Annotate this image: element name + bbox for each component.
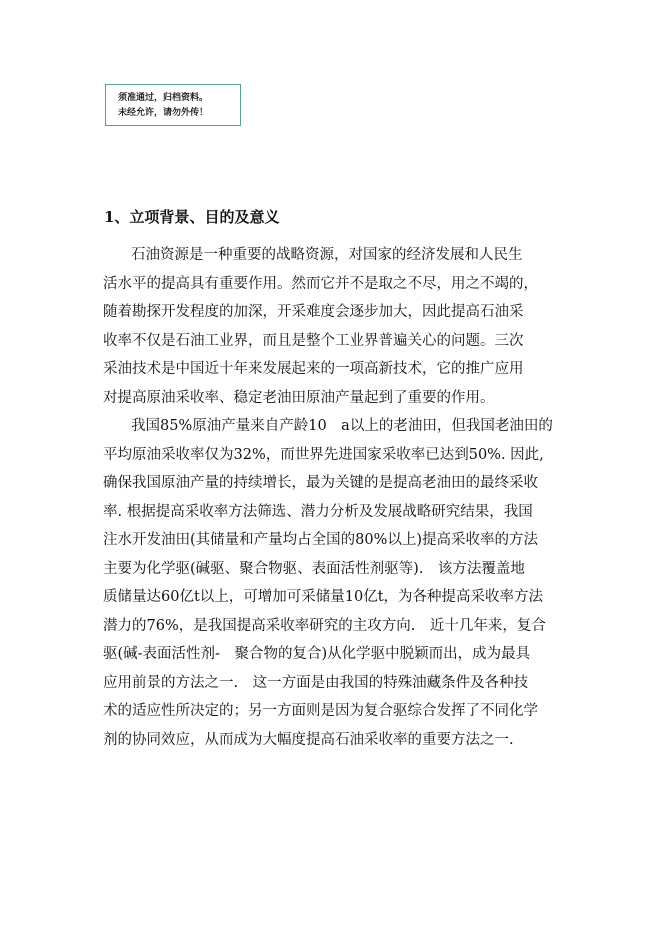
body-text: [103, 241, 563, 754]
paragraph-1-line: 随着勘探开发程度的加深，开采难度会逐步加大，因此提高石油采: [103, 304, 524, 320]
paragraph-2-line: 平均原油采收率仅为32%，而世界先进国家采收率已达到50%. 因此,: [103, 446, 544, 463]
paragraph-2-line: 我国85%原油产量来自产龄10 a以上的老油田，但我国老油田的: [131, 418, 553, 434]
paragraph-2-line: 剂的协同效应，从而成为大幅度提高石油采收率的重要方法之一.: [103, 731, 514, 748]
paragraph-2-line: 注水开发油田(其储量和产量均占全国的80%以上)提高采收率的方法: [103, 532, 539, 548]
paragraph-1-line: 石油资源是一种重要的战略资源，对国家的经济发展和人民生: [131, 247, 523, 263]
paragraph-1-line: 采油技术是中国近十年来发展起来的一项高新技术，它的推广应用: [103, 361, 524, 377]
paragraph-2-line: 确保我国原油产量的持续增长，最为关键的是提高老油田的最终采收: [103, 475, 538, 491]
paragraph-1-line: 对提高原油采收率、稳定老油田原油产量起到了重要的作用。: [103, 389, 495, 406]
section-heading: 1、立项背景、目的及意义: [104, 208, 280, 226]
paragraph-2-line: 术的适应性所决定的；另一方面则是因为复合驱综合发挥了不同化学: [103, 703, 538, 719]
paragraph-2-line: 率. 根据提高采收率方法筛选、潜力分析及发展战略研究结果，我国: [103, 503, 533, 520]
notice-line-1: 须准通过，归档资料。: [118, 93, 209, 103]
paragraph-1-line: 收率不仅是石油工业界，而且是整个工业界普遍关心的问题。三次: [103, 332, 524, 349]
paragraph-2-line: 主要为化学驱(碱驱、聚合物驱、表面活性剂驱等). 该方法覆盖地: [103, 560, 525, 577]
paragraph-2-line: 潜力的76%，是我国提高采收率研究的主攻方向. 近十几年来，复合: [103, 617, 546, 634]
paragraph-2-line: 驱(碱-表面活性剂- 聚合物的复合)从化学驱中脱颖而出，成为最具: [103, 646, 531, 662]
notice-line-2: 未经允许，请勿外传！: [118, 108, 209, 118]
confidential-notice-box: [105, 84, 241, 126]
paragraph-1-line: 活水平的提高具有重要作用。然而它并不是取之不尽，用之不竭的，: [103, 275, 538, 292]
paragraph-2-line: 应用前景的方法之一. 这一方面是由我国的特殊油藏条件及各种技: [103, 674, 529, 691]
paragraph-2-line: 质储量达60亿t以上，可增加可采储量10亿t，为各种提高采收率方法: [103, 589, 544, 605]
